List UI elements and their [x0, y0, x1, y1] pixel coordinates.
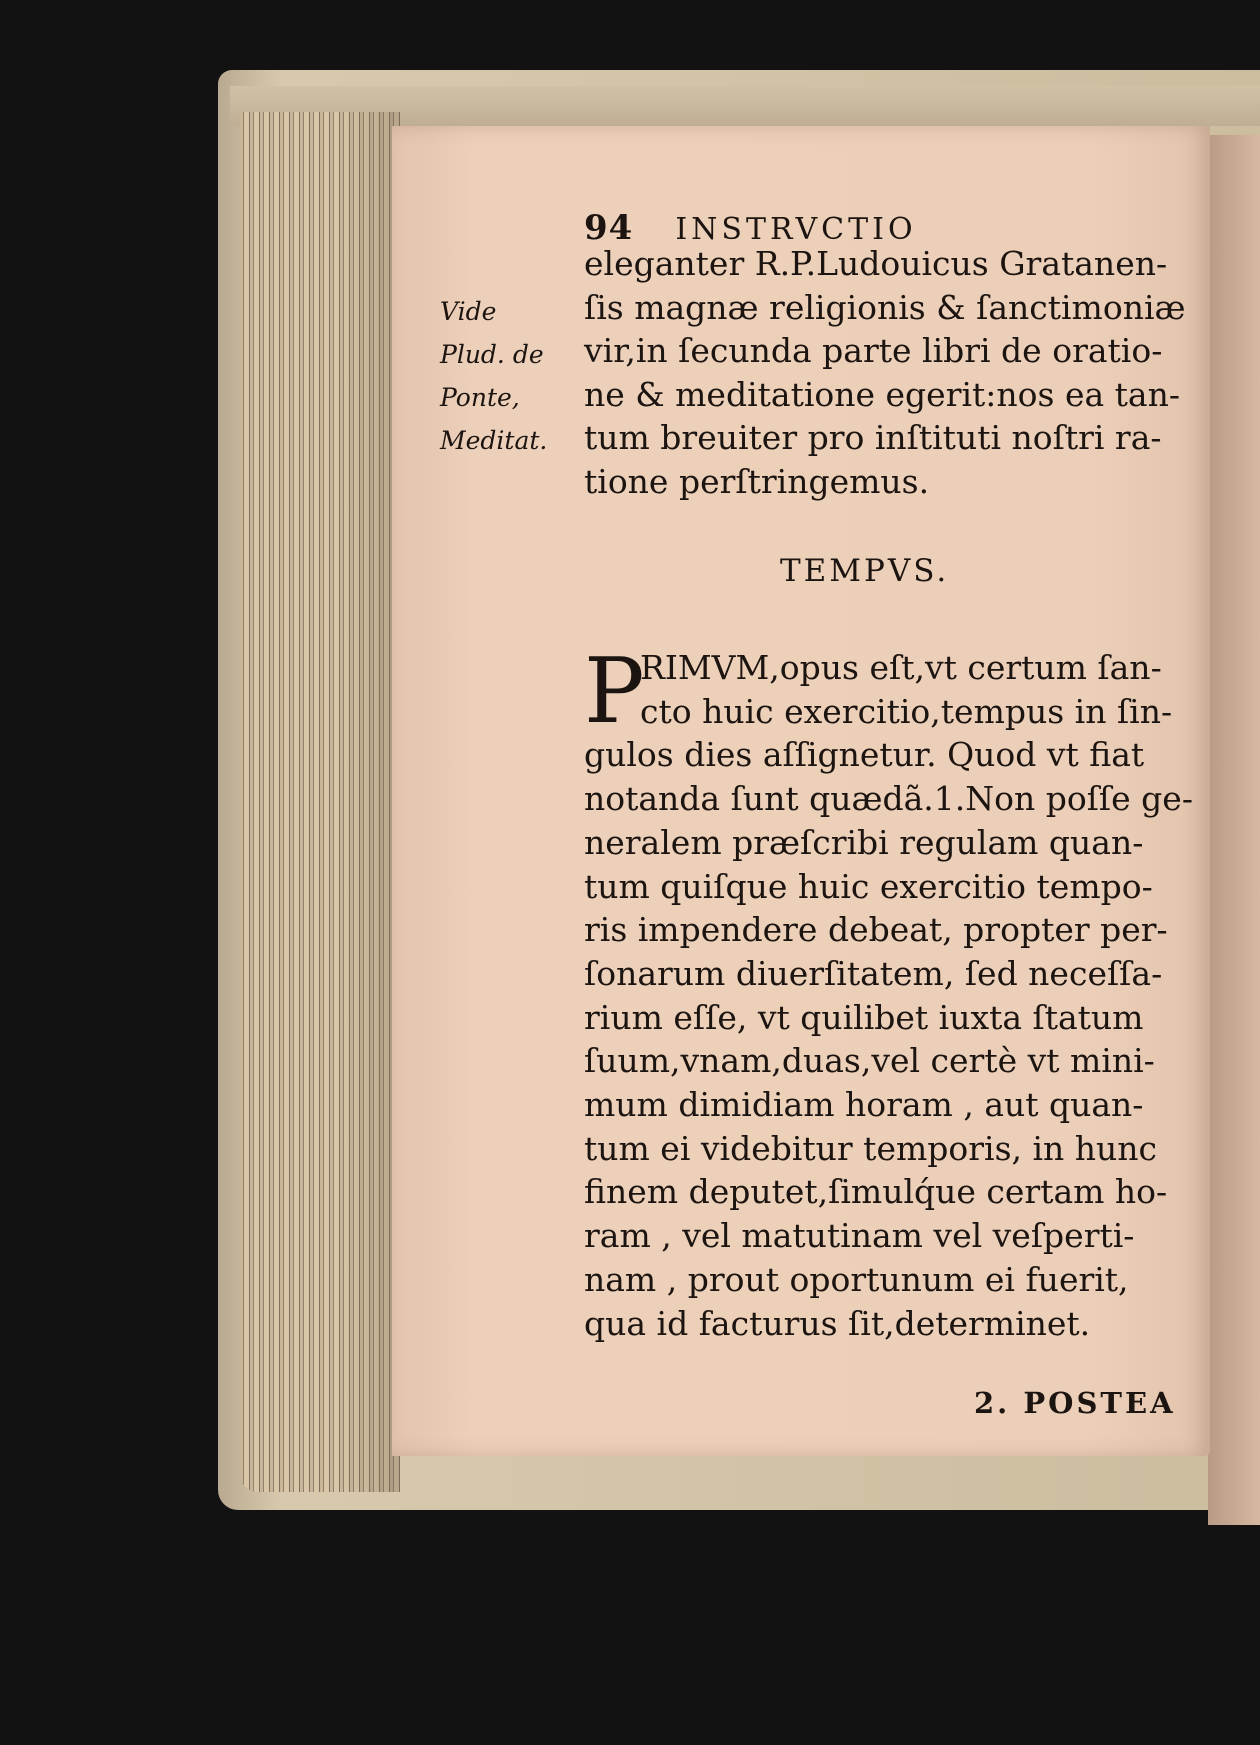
text-line: nam , prout oportunum ei fuerit, — [584, 1259, 1129, 1299]
text-line: ris impendere debeat, propter per- — [584, 910, 1168, 950]
text-line: ne & meditatione egerit:nos ea tan- — [584, 374, 1180, 414]
catchword: 2. POSTEA — [974, 1386, 1176, 1420]
running-title: INSTRVCTIO — [675, 212, 917, 247]
text-line: tione perſtringemus. — [584, 461, 930, 501]
margin-note — [440, 290, 547, 462]
facing-page-edge — [1208, 135, 1260, 1525]
margin-note-line: Plud. de — [440, 340, 544, 369]
text-line: rium eſſe, vt quilibet iuxta ſtatum — [584, 997, 1144, 1037]
text-line: qua id facturus ſit,determinet. — [584, 1303, 1091, 1343]
text-line: eleganter R.P.Ludouicus Gratanen- — [584, 244, 1168, 283]
section-heading: TEMPVS. — [780, 553, 950, 589]
text-line: tum breuiter pro inſtituti noſtri ra- — [584, 418, 1162, 458]
text-line: notanda ſunt quædã.1.Non poſſe ge- — [584, 779, 1193, 819]
page-edge-stack — [240, 112, 400, 1492]
page-number: 94 — [584, 208, 634, 248]
text-line: ſonarum diuerſitatem, ſed neceſſa- — [584, 953, 1163, 993]
text-line: tum ei videbitur temporis, in hunc — [584, 1128, 1158, 1168]
text-line: RIMVM,opus eſt,vt certum ſan- — [640, 648, 1162, 687]
opening-text-block — [584, 242, 1186, 504]
text-line: ſuum,vnam,duas,vel certè vt mini- — [584, 1041, 1155, 1081]
text-line: mum dimidiam horam , aut quan- — [584, 1085, 1144, 1125]
margin-note-line: Meditat. — [440, 426, 548, 455]
text-line: ſis magnæ religionis & ſanctimoniæ — [584, 287, 1186, 327]
text-line: neralem præſcribi regulam quan- — [584, 822, 1144, 862]
paragraph — [584, 639, 1193, 1345]
text-line: ram , vel matutinam vel veſperti- — [584, 1216, 1135, 1256]
text-line: tum quiſque huic exercitio tempo- — [584, 866, 1153, 906]
text-line: gulos dies aſſignetur. Quod vt fiat — [584, 735, 1145, 775]
text-line: finem deputet,ſimulq́ue certam ho- — [584, 1172, 1168, 1212]
drop-cap: P — [584, 639, 645, 744]
margin-note-line: Ponte, — [440, 383, 520, 412]
text-line: cto huic exercitio,tempus in ſin- — [640, 691, 1173, 731]
text-line: vir,in ſecunda parte libri de oratio- — [584, 331, 1163, 371]
margin-note-line: Vide — [440, 297, 497, 326]
